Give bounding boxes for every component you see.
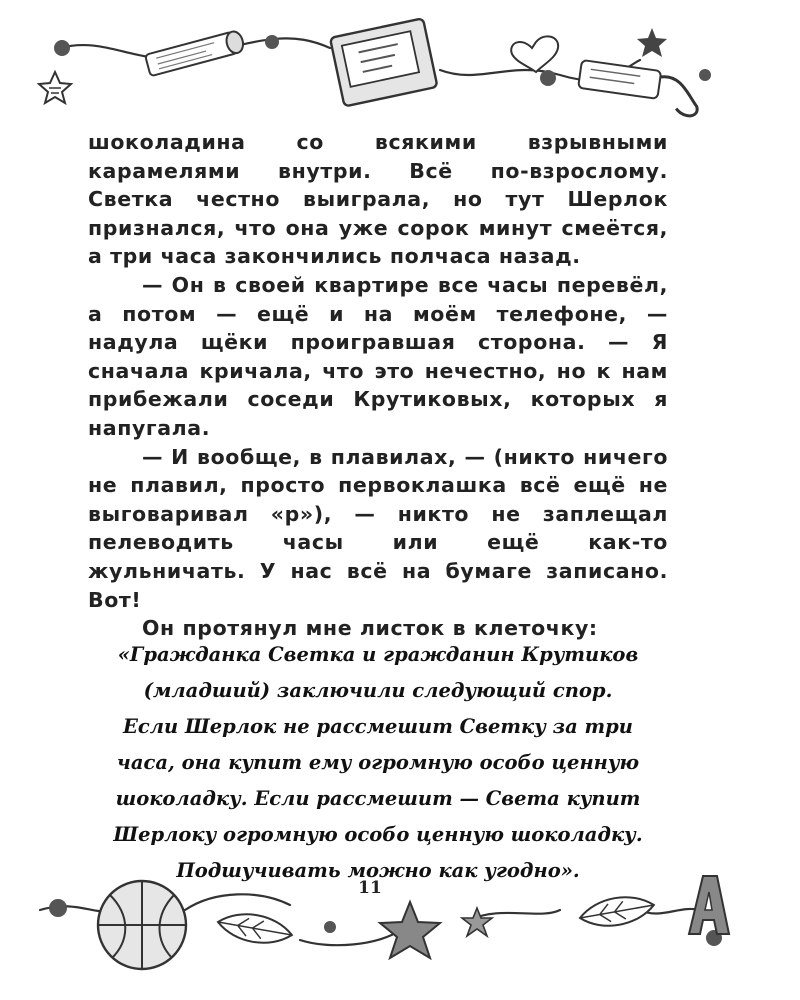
paragraph: Он протянул мне листок в клеточку: [142, 616, 598, 641]
dot-icon [265, 35, 279, 49]
star-small-icon [462, 908, 492, 936]
paragraph: — Он в своей квартире все часы перевёл, а потом — ещё и на моём телефоне, — надула щёки проигравшая сторона. — Я сначала кричала, что это нечестно, но к нам прибежали соседи Крутиковых, которых я напугала. [88, 272, 668, 440]
note-line: шоколадку. Если рассмешит — Света купит [115, 787, 641, 810]
book-icon [330, 18, 437, 106]
page-number: 11 [358, 878, 382, 898]
note-line: (младший) заключили следующий спор. [143, 679, 613, 702]
letter-a-icon [689, 876, 729, 934]
star-large-icon [380, 902, 440, 958]
dot-icon [540, 70, 556, 86]
dot-icon [54, 40, 70, 56]
leaf-icon [578, 892, 657, 932]
bottom-doodle-border [0, 850, 800, 1000]
paragraph-continuation: шоколадина со всякими взрывными карамелями внутри. Всё по-взрослому. Светка честно выиграла, но тут Шерлок признался, что она уже сорок минут смеётся, а три часа закончились полчаса назад. [88, 130, 668, 269]
toothpaste-icon [576, 60, 701, 117]
note-line: Если Шерлок не рассмешит Светку за три [123, 715, 633, 738]
note-line: часа, она купит ему огромную особо ценную [116, 751, 640, 774]
note-line: Шерлоку огромную особо ценную шоколадку. [113, 823, 643, 846]
note-line: Подшучивать можно как угодно». [176, 859, 580, 882]
paragraph: — И вообще, в плавилах, — (никто ничего не плавил, просто первоклашка всё ещё не выговаривал «р»), — никто не заплещал пелеводить часы или ещё как-то жульничать. У нас всё на бумаге записано. Вот! [88, 444, 668, 612]
star-outline-icon [39, 72, 71, 103]
heart-icon [511, 36, 558, 72]
note-line: «Гражданка Светка и гражданин Крутиков [117, 643, 639, 666]
scroll-icon [145, 30, 245, 77]
dot-icon [324, 921, 336, 933]
dot-icon [49, 899, 67, 917]
basketball-icon [98, 881, 186, 969]
star-filled-icon [637, 28, 667, 57]
body-text [88, 128, 668, 643]
dot-icon [699, 69, 711, 81]
leaf-icon [216, 909, 295, 949]
top-doodle-border [0, 0, 800, 120]
